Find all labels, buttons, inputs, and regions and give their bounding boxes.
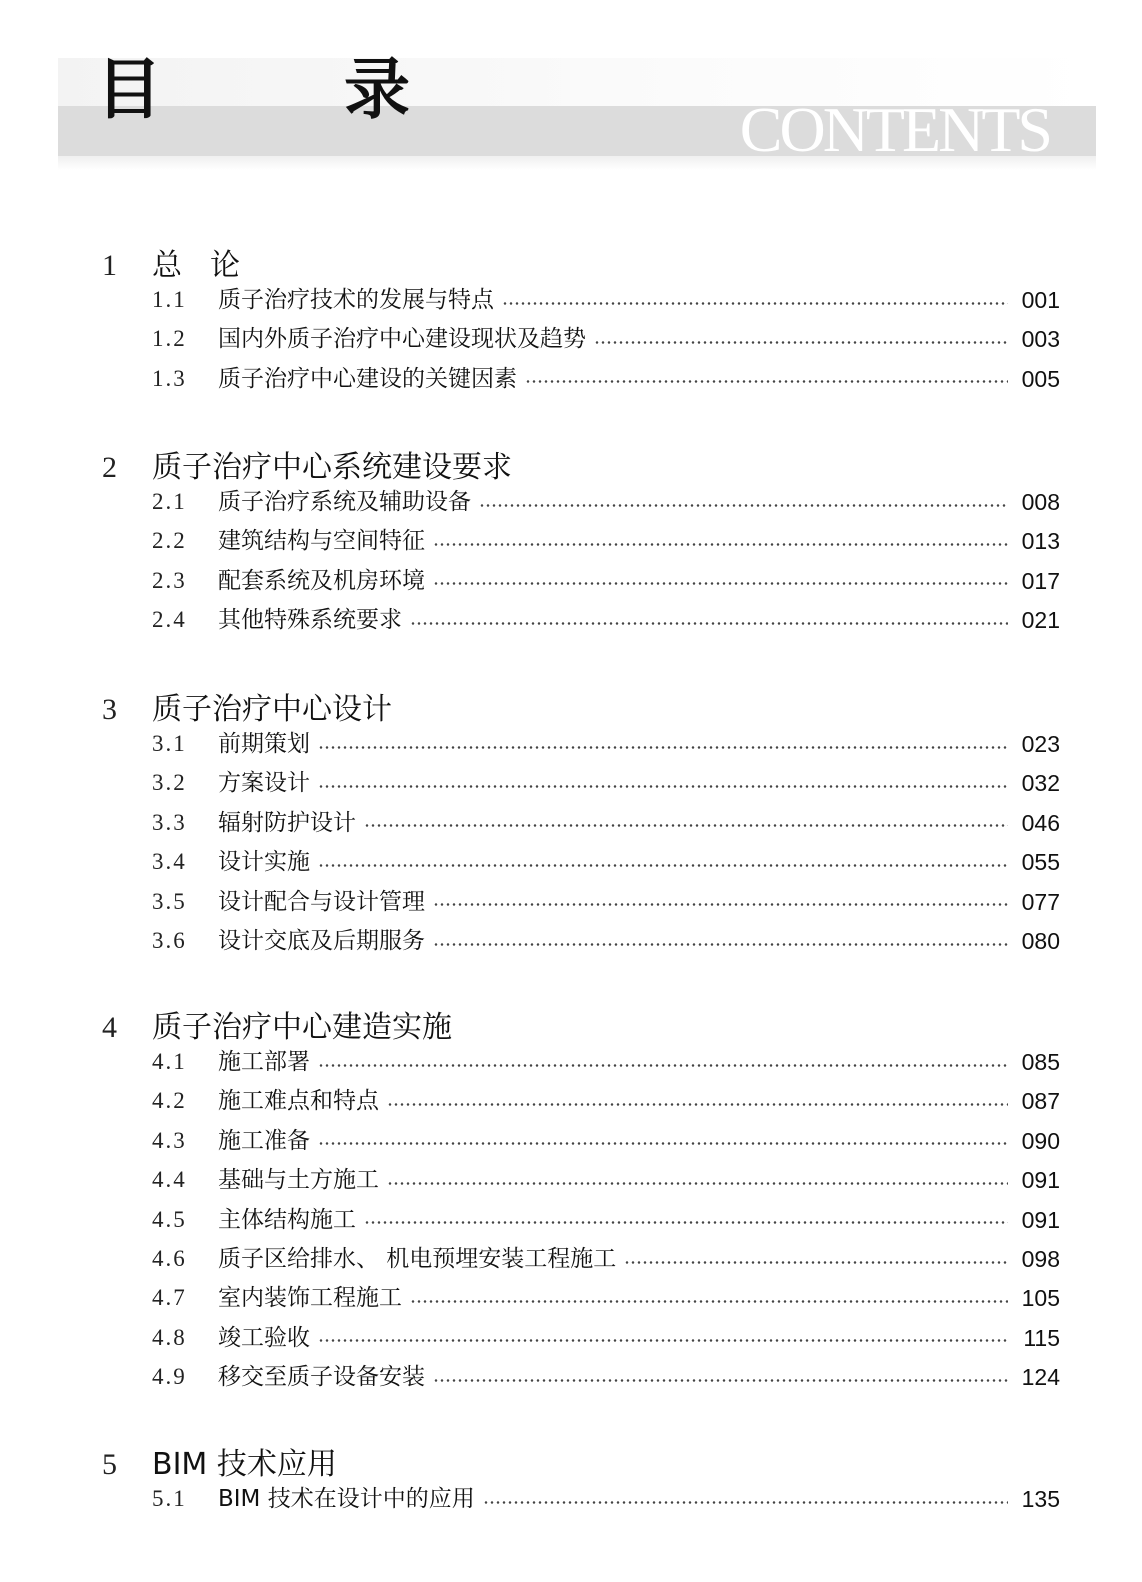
entry-title: 设计实施: [218, 849, 310, 876]
toc-entry[interactable]: [152, 1322, 1060, 1354]
dot-leader: [433, 543, 1008, 546]
page-number: 077: [1021, 888, 1060, 915]
entry-title: 施工准备: [218, 1127, 310, 1154]
entry-body: [218, 1164, 1060, 1196]
entry-number: 4.2: [152, 1088, 187, 1114]
page-number: 090: [1021, 1127, 1060, 1154]
chapter-number: 3: [102, 693, 117, 726]
toc-entry[interactable]: [152, 486, 1060, 518]
page-number: 087: [1021, 1088, 1060, 1115]
entry-title: 前期策划: [218, 731, 310, 757]
entry-body: [218, 363, 1060, 395]
entry-body: [218, 846, 1060, 878]
dot-leader: [525, 380, 1008, 383]
contents-watermark: CONTENTS: [739, 94, 1050, 165]
entry-title: 配套系统及机房环境: [218, 567, 425, 594]
entry-body: [218, 1282, 1060, 1314]
dot-leader: [624, 1261, 1008, 1264]
chapter-title: 质子治疗中心系统建设要求: [152, 450, 512, 485]
page-number: 105: [1021, 1285, 1060, 1312]
entry-title: 基础与土方施工: [218, 1167, 379, 1194]
toc-entry[interactable]: [152, 728, 1060, 760]
entry-body: [218, 807, 1060, 839]
entry-number: 4.7: [152, 1285, 187, 1311]
page-number: 055: [1021, 849, 1060, 876]
dot-leader: [410, 622, 1008, 625]
page-number: 023: [1021, 731, 1060, 757]
entry-body: [218, 925, 1060, 957]
page-number: 017: [1021, 567, 1060, 594]
dot-leader: [502, 302, 1008, 305]
page-title: 目 录: [96, 50, 468, 128]
toc-entry[interactable]: [152, 604, 1060, 636]
toc-entry[interactable]: [152, 1046, 1060, 1078]
page-number: 115: [1023, 1324, 1060, 1351]
toc-entry[interactable]: [152, 1282, 1060, 1314]
page-number: 005: [1021, 365, 1060, 392]
entry-number: 1.1: [152, 287, 187, 312]
entry-body: [218, 1046, 1060, 1078]
entry-number: 4.4: [152, 1167, 187, 1193]
dot-leader: [364, 1221, 1008, 1224]
toc-header: [58, 50, 1096, 170]
entry-number: 4.8: [152, 1324, 187, 1350]
entry-title: BIM 技术在设计中的应用: [218, 1486, 475, 1512]
dot-leader: [433, 582, 1008, 585]
entry-number: 4.5: [152, 1206, 187, 1232]
chapter-title: BIM 技术应用: [152, 1447, 337, 1482]
toc-entry[interactable]: [152, 925, 1060, 957]
chapter-title: 质子治疗中心建造实施: [152, 1010, 452, 1045]
entry-title: 质子治疗系统及辅助设备: [218, 489, 471, 515]
entry-number: 4.9: [152, 1364, 187, 1390]
toc-entry[interactable]: [152, 1204, 1060, 1236]
entry-body: [218, 1125, 1060, 1157]
toc-entry[interactable]: [152, 565, 1060, 597]
toc-entry[interactable]: [152, 846, 1060, 878]
entry-body: [218, 284, 1060, 316]
dot-leader: [433, 943, 1008, 946]
dot-leader: [318, 864, 1008, 867]
toc-entry[interactable]: [152, 284, 1060, 316]
entry-number: 3.3: [152, 809, 187, 835]
dot-leader: [364, 824, 1008, 827]
entry-body: [218, 525, 1060, 557]
toc-entry[interactable]: [152, 807, 1060, 839]
entry-body: [218, 486, 1060, 518]
entry-body: [218, 886, 1060, 918]
entry-number: 4.1: [152, 1049, 187, 1074]
toc-entry[interactable]: [152, 525, 1060, 557]
entry-body: [218, 1322, 1060, 1354]
entry-number: 2.1: [152, 489, 187, 514]
entry-number: 3.1: [152, 731, 187, 756]
entry-title: 移交至质子设备安装: [218, 1364, 425, 1391]
entry-title: 其他特殊系统要求: [218, 607, 402, 634]
chapter-title: 总论: [152, 248, 268, 283]
entry-body: [218, 565, 1060, 597]
entry-body: [218, 1085, 1060, 1117]
page-number: 124: [1021, 1364, 1060, 1391]
entry-body: [218, 767, 1060, 799]
toc-entry[interactable]: [152, 323, 1060, 355]
page-number: 003: [1021, 326, 1060, 353]
entry-body: [218, 1243, 1060, 1275]
toc-entry[interactable]: [152, 1483, 1060, 1515]
page-number: 098: [1021, 1246, 1060, 1272]
entry-title: 室内装饰工程施工: [218, 1285, 402, 1312]
entry-body: [218, 1204, 1060, 1236]
page-number: 021: [1021, 607, 1060, 634]
entry-number: 3.6: [152, 928, 187, 953]
page-number: 001: [1021, 287, 1060, 313]
toc-entry[interactable]: [152, 1085, 1060, 1117]
entry-body: [218, 728, 1060, 760]
entry-number: 2.2: [152, 528, 187, 554]
entry-body: [218, 1483, 1060, 1515]
page-number: 008: [1021, 489, 1060, 515]
dot-leader: [479, 504, 1008, 507]
entry-title: 建筑结构与空间特征: [218, 528, 425, 555]
dot-leader: [318, 746, 1008, 749]
toc-entry[interactable]: [152, 767, 1060, 799]
page-number: 135: [1021, 1486, 1060, 1512]
page-number: 032: [1021, 770, 1060, 797]
dot-leader: [318, 1142, 1008, 1145]
dot-leader: [318, 785, 1008, 788]
entry-title: 方案设计: [218, 770, 310, 797]
entry-number: 1.2: [152, 326, 187, 352]
entry-title: 竣工验收: [218, 1324, 310, 1351]
chapter-number: 2: [102, 451, 117, 484]
toc-entry[interactable]: [152, 1164, 1060, 1196]
entry-title: 主体结构施工: [218, 1206, 356, 1233]
entry-number: 1.3: [152, 365, 187, 391]
page-number: 080: [1021, 928, 1060, 954]
entry-number: 3.4: [152, 849, 187, 875]
entry-number: 4.3: [152, 1127, 187, 1153]
chapter-number: 4: [102, 1011, 117, 1044]
entry-number: 5.1: [152, 1486, 187, 1511]
entry-number: 4.6: [152, 1246, 187, 1271]
entry-body: [218, 604, 1060, 636]
dot-leader: [387, 1103, 1008, 1106]
entry-body: [218, 323, 1060, 355]
dot-leader: [318, 1064, 1008, 1067]
entry-title: 辐射防护设计: [218, 809, 356, 836]
chapter-title: 质子治疗中心设计: [152, 692, 392, 727]
dot-leader: [387, 1182, 1008, 1185]
chapter-number: 1: [102, 249, 117, 282]
dot-leader: [318, 1339, 1008, 1342]
toc-entry[interactable]: [152, 886, 1060, 918]
entry-title: 施工难点和特点: [218, 1088, 379, 1115]
entry-title: 设计交底及后期服务: [218, 928, 425, 954]
entry-body: [218, 1361, 1060, 1393]
entry-title: 施工部署: [218, 1049, 310, 1075]
entry-title: 质子治疗技术的发展与特点: [218, 287, 494, 313]
entry-number: 2.4: [152, 607, 187, 633]
entry-number: 3.5: [152, 888, 187, 914]
page-number: 091: [1021, 1206, 1060, 1233]
dot-leader: [433, 903, 1008, 906]
entry-title: 设计配合与设计管理: [218, 888, 425, 915]
entry-title: 质子区给排水、 机电预埋安装工程施工: [218, 1246, 617, 1272]
entry-title: 国内外质子治疗中心建设现状及趋势: [218, 326, 586, 353]
toc-entry[interactable]: [152, 363, 1060, 395]
entry-number: 3.2: [152, 770, 187, 796]
toc-entry[interactable]: [152, 1125, 1060, 1157]
entry-number: 2.3: [152, 567, 187, 593]
dot-leader: [483, 1501, 1008, 1504]
toc-entry[interactable]: [152, 1243, 1060, 1275]
entry-title: 质子治疗中心建设的关键因素: [218, 365, 517, 392]
toc-entry[interactable]: [152, 1361, 1060, 1393]
dot-leader: [594, 341, 1008, 344]
dot-leader: [433, 1379, 1008, 1382]
page-number: 091: [1021, 1167, 1060, 1194]
page-number: 013: [1021, 528, 1060, 555]
dot-leader: [410, 1300, 1008, 1303]
chapter-number: 5: [102, 1448, 117, 1481]
page-number: 085: [1021, 1049, 1060, 1075]
page-number: 046: [1021, 809, 1060, 836]
